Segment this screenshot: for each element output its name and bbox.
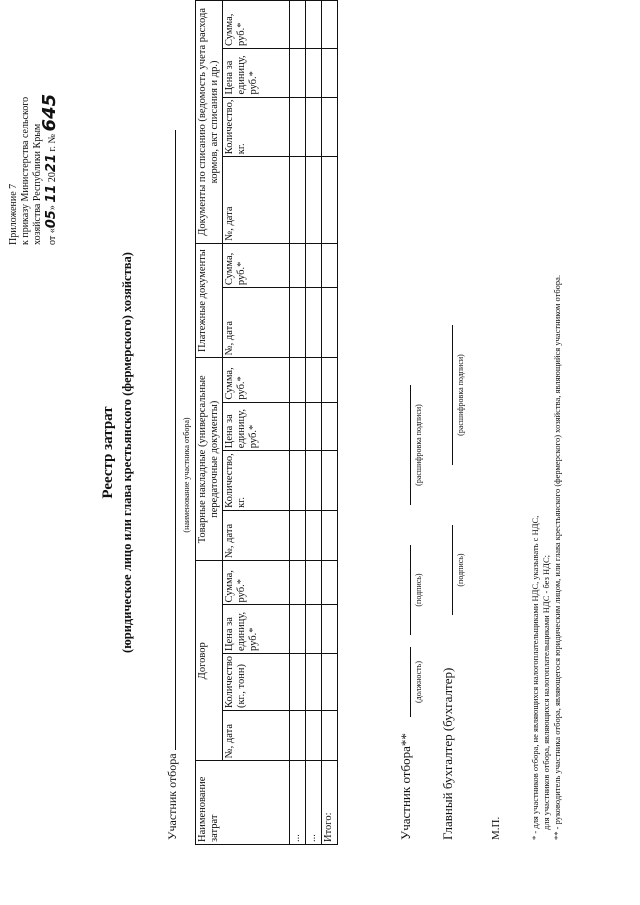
total-label: Итого: bbox=[322, 761, 338, 845]
sub-payment-sum: Сумма, руб.* bbox=[223, 243, 290, 287]
caption-signature: (подпись) bbox=[414, 573, 423, 607]
sub-contract-sum: Сумма, руб.* bbox=[223, 561, 290, 605]
accountant-signature-field[interactable] bbox=[452, 525, 453, 615]
handwritten-year: 21 bbox=[44, 153, 59, 173]
signature-field[interactable] bbox=[410, 545, 411, 635]
caption-decode: (расшифровка подписи) bbox=[414, 404, 423, 486]
participant-line bbox=[165, 130, 180, 840]
table-row bbox=[306, 1, 322, 845]
handwritten-order-number: 645 bbox=[39, 93, 60, 132]
accountant-caption-decode: (расшифровка подписи) bbox=[456, 354, 465, 436]
caption-position: (должность) bbox=[414, 661, 423, 703]
sub-writeoff-no-date: №, дата bbox=[223, 157, 290, 244]
row-label: ... bbox=[290, 761, 306, 845]
position-field[interactable] bbox=[410, 647, 411, 717]
sub-contract-no-date: №, дата bbox=[223, 711, 290, 761]
sub-invoice-no-date: №, дата bbox=[223, 510, 290, 560]
table-total-row bbox=[322, 1, 338, 845]
row-label: ... bbox=[306, 761, 322, 845]
stamp-place: М.П. bbox=[490, 816, 502, 840]
footnote-1: * - для участников отбора, не являющихся налогоплательщиками НДС, указывать с НДС, bbox=[530, 515, 540, 840]
footnote-2: для участников отбора, являющихся налогоплательщиками НДС - без НДС; bbox=[541, 555, 551, 830]
header-payments: Платежные документы bbox=[196, 243, 223, 358]
sub-invoice-price: Цена за единицу, руб.* bbox=[223, 402, 290, 451]
sub-payment-no-date: №, дата bbox=[223, 288, 290, 358]
accountant-caption-signature: (подпись) bbox=[456, 553, 465, 587]
accountant-decode-field[interactable] bbox=[452, 325, 453, 465]
header-cost-name: Наименование затрат bbox=[196, 761, 290, 845]
sub-writeoff-price: Цена за единицу, руб.* bbox=[223, 49, 290, 98]
cost-register-table bbox=[195, 0, 338, 845]
handwritten-month: 11 bbox=[44, 184, 59, 203]
participant-label: Участник отбора bbox=[165, 753, 179, 840]
participant-field[interactable] bbox=[165, 130, 176, 750]
document-title: Реестр затрат bbox=[100, 406, 116, 499]
accountant-signature-label: Главный бухгалтер (бухгалтер) bbox=[440, 667, 455, 840]
table-row bbox=[290, 1, 306, 845]
participant-caption: (наименование участника отбора) bbox=[182, 417, 191, 533]
appendix-line-2: к приказу Министерства сельского bbox=[20, 96, 31, 245]
document-subtitle: (юридическое лицо или глава крестьянского (фермерского) хозяйства) bbox=[120, 252, 134, 653]
sub-invoice-qty: Количество, кг. bbox=[223, 451, 290, 511]
sub-invoice-sum: Сумма, руб.* bbox=[223, 358, 290, 402]
appendix-block bbox=[8, 15, 59, 245]
appendix-date-line: от «05» 11 2021 г. № 645 bbox=[39, 93, 60, 245]
decode-field[interactable] bbox=[410, 385, 411, 505]
header-invoices: Товарные накладные (универсальные передаточные документы) bbox=[196, 358, 223, 561]
appendix-line-3: хозяйства Республики Крым bbox=[32, 123, 43, 245]
appendix-line-1: Приложение 7 bbox=[8, 183, 19, 245]
sub-writeoff-qty: Количество, кг. bbox=[223, 97, 290, 157]
sub-contract-price: Цена за единицу, руб.* bbox=[223, 605, 290, 654]
sub-contract-qty: Количество (кг., тонн) bbox=[223, 654, 290, 711]
sub-writeoff-sum: Сумма, руб.* bbox=[223, 1, 290, 49]
header-contract: Договор bbox=[196, 561, 223, 761]
footnote-3: ** - руководитель участника отбора, являющегося юридическим лицом, или глава крестьянского (фермерского) хозяйства, являющийся участником отбора. bbox=[552, 274, 562, 840]
participant-signature-label: Участник отбора** bbox=[398, 733, 413, 840]
handwritten-day: 05 bbox=[44, 210, 59, 229]
header-writeoff: Документы по списанию (ведомость учета расхода кормов, акт списания и др.) bbox=[196, 1, 223, 244]
